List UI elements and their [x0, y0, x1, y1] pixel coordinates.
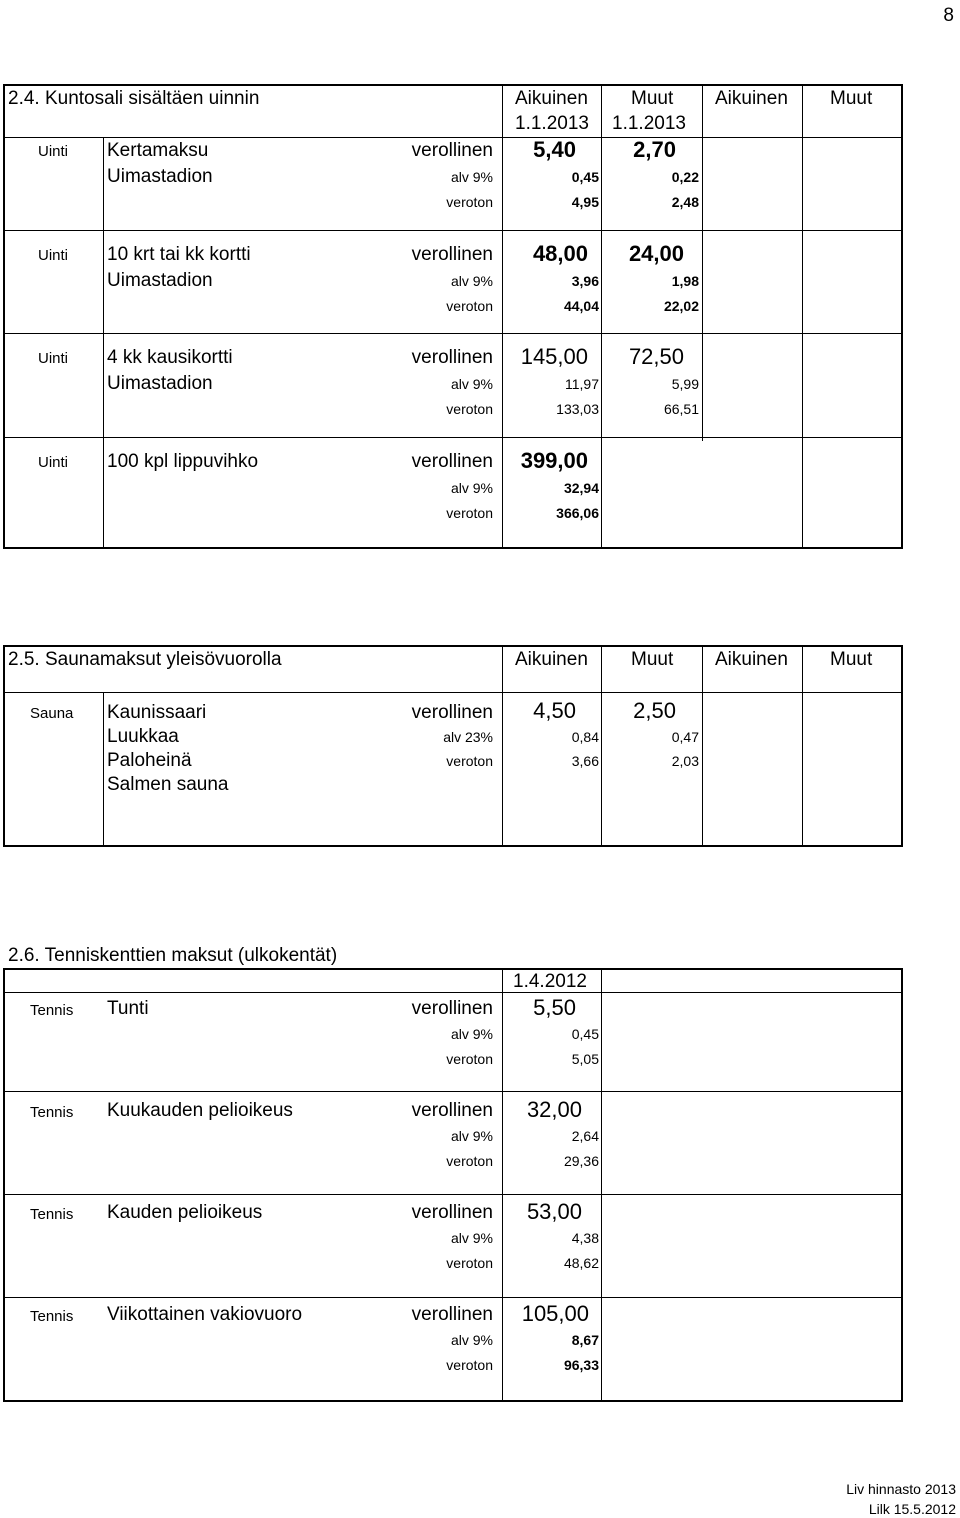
header-adult: Aikuinen	[515, 88, 588, 109]
page-number: 8	[943, 5, 954, 26]
section-title: 2.5. Saunamaksut yleisövuorolla	[8, 649, 282, 670]
location: Kaunissaari	[107, 702, 207, 723]
header-adult-2: Aikuinen	[715, 649, 788, 670]
location: Salmen sauna	[107, 774, 229, 795]
section-title: 2.6. Tenniskenttien maksut (ulkokentät)	[8, 945, 338, 966]
header-other-2: Muut	[830, 88, 873, 109]
location: Luukkaa	[107, 726, 179, 747]
header-other-2: Muut	[830, 649, 873, 670]
section-title: 2.4. Kuntosali sisältäen uinnin	[8, 88, 260, 109]
header-other: Muut	[631, 649, 674, 670]
header-adult: Aikuinen	[515, 649, 588, 670]
header-date: 1.1.2013	[515, 113, 589, 134]
footer-revision: Lilk 15.5.2012	[868, 1501, 956, 1517]
location: Paloheinä	[107, 750, 192, 771]
header-date: 1.4.2012	[513, 971, 587, 992]
footer-doc-name: Liv hinnasto 2013	[846, 1481, 956, 1497]
header-other: Muut	[631, 88, 674, 109]
header-adult-2: Aikuinen	[715, 88, 788, 109]
category-label: Sauna	[30, 705, 74, 722]
header-date-2: 1.1.2013	[612, 113, 686, 134]
